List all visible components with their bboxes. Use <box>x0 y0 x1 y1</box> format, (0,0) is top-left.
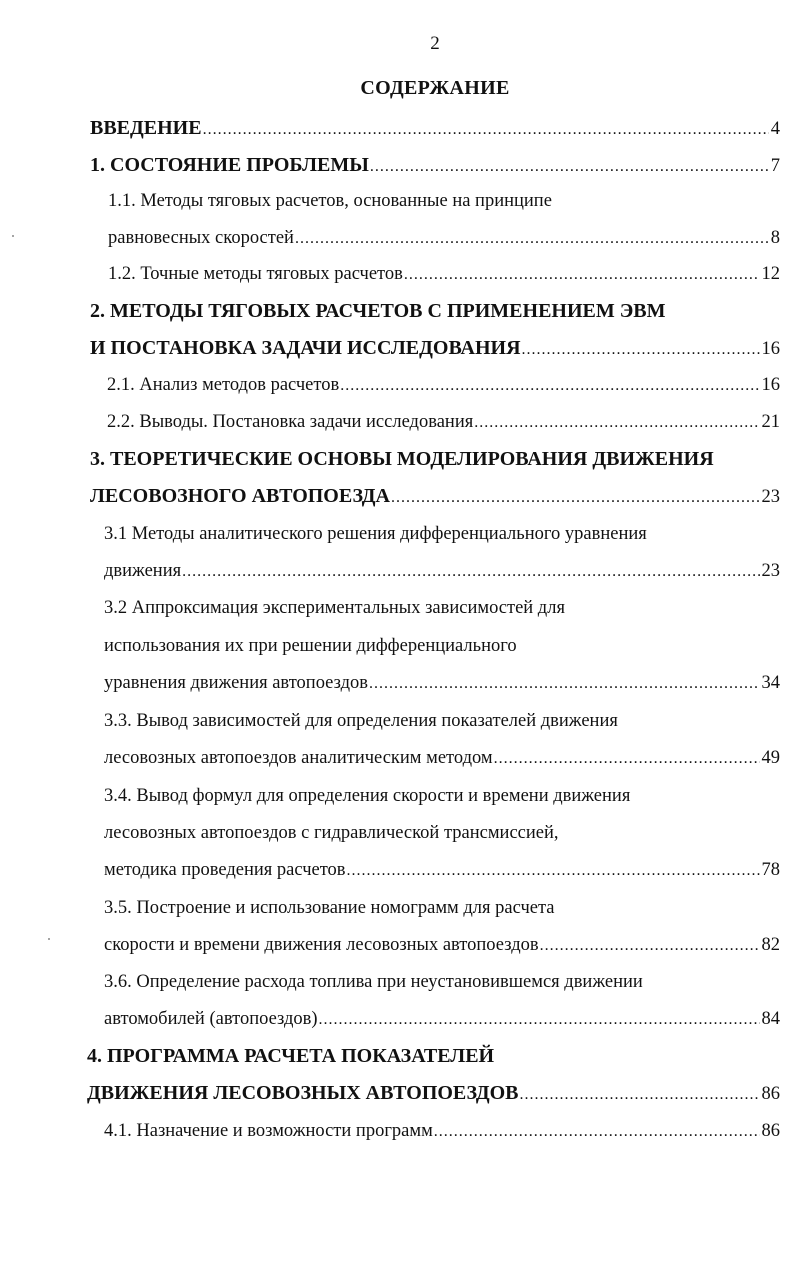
toc-entry-page: 23 <box>761 561 780 581</box>
toc-entry <box>87 1044 780 1068</box>
toc-entry-text: 3.4. Вывод формул для определения скорости и времени движения <box>104 786 631 806</box>
toc-entry <box>90 153 780 177</box>
toc-entry <box>104 596 780 620</box>
toc-entry-page: 49 <box>761 748 780 768</box>
toc-entry-page: 12 <box>761 264 780 284</box>
toc-entry-text: равновесных скоростей <box>108 228 294 248</box>
toc-leader <box>494 747 760 771</box>
toc-entry-text: ЛЕСОВОЗНОГО АВТОПОЕЗДА <box>90 485 390 507</box>
toc-entry <box>90 336 780 360</box>
toc-entry-page: 16 <box>761 375 780 395</box>
toc-entry-text: движения <box>104 561 182 581</box>
toc-entry <box>87 1081 780 1105</box>
toc-entry <box>104 784 780 808</box>
toc-entry <box>104 821 780 845</box>
toc-leader <box>347 859 760 883</box>
toc-entry-text: 4.1. Назначение и возможности программ <box>104 1121 433 1141</box>
toc-entry <box>104 933 780 957</box>
toc-leader <box>522 338 760 362</box>
toc-entry-text: 3.2 Аппроксимация экспериментальных зависимостей для <box>104 598 565 618</box>
toc-entry-page: 82 <box>761 935 780 955</box>
toc-leader <box>434 1120 760 1144</box>
toc-leader <box>474 411 759 435</box>
toc-entry-page: 86 <box>761 1084 780 1104</box>
toc-entry-text: автомобилей (автопоездов) <box>104 1009 318 1029</box>
toc-entry <box>108 262 780 286</box>
toc-entry-text: уравнения движения автопоездов <box>104 673 368 693</box>
toc-entry <box>90 299 780 323</box>
toc-entry <box>104 858 780 882</box>
toc-entry-page: 86 <box>761 1121 780 1141</box>
page-title: СОДЕРЖАНИЕ <box>360 77 510 99</box>
toc-entry <box>104 970 780 994</box>
toc-leader <box>319 1008 760 1032</box>
toc-entry-text: 4. ПРОГРАММА РАСЧЕТА ПОКАЗАТЕЛЕЙ <box>87 1045 495 1067</box>
toc-leader <box>404 263 760 287</box>
toc-entry-text: скорости и времени движения лесовозных автопоездов <box>104 935 539 955</box>
toc-entry-text: лесовозных автопоездов аналитическим методом <box>104 748 493 768</box>
toc-leader <box>391 486 760 510</box>
toc-leader <box>182 560 759 584</box>
toc-entry-page: 8 <box>770 228 780 248</box>
toc-entry-page: 21 <box>761 412 780 432</box>
toc-entry-text: 2.1. Анализ методов расчетов <box>107 375 340 395</box>
toc-entry-text: 2. МЕТОДЫ ТЯГОВЫХ РАСЧЕТОВ С ПРИМЕНЕНИЕМ ЭВМ <box>90 300 666 322</box>
toc-entry-page: 78 <box>761 860 780 880</box>
toc-entry <box>90 484 780 508</box>
toc-entry <box>107 373 780 397</box>
toc-entry <box>104 634 780 658</box>
toc-leader <box>369 672 760 696</box>
toc-entry-text: методика проведения расчетов <box>104 860 346 880</box>
toc-leader <box>203 118 769 142</box>
toc-entry-page: 7 <box>770 156 780 176</box>
toc-entry-text: 1.2. Точные методы тяговых расчетов <box>108 264 403 284</box>
toc-entry-text: 1.1. Методы тяговых расчетов, основанные на принципе <box>108 191 552 211</box>
toc-entry-text: ДВИЖЕНИЯ ЛЕСОВОЗНЫХ АВТОПОЕЗДОВ <box>87 1082 519 1104</box>
toc-entry <box>104 746 780 770</box>
toc-entry-text: 1. СОСТОЯНИЕ ПРОБЛЕМЫ <box>90 154 369 176</box>
toc-entry-text: 3.6. Определение расхода топлива при неустановившемся движении <box>104 972 643 992</box>
toc-entry-text: И ПОСТАНОВКА ЗАДАЧИ ИССЛЕДОВАНИЯ <box>90 337 521 359</box>
toc-leader <box>295 227 769 251</box>
toc-entry-page: 4 <box>770 119 780 139</box>
toc-leader <box>370 155 769 179</box>
toc-entry <box>104 896 780 920</box>
toc-entry <box>104 559 780 583</box>
toc-entry-text: 3.1 Методы аналитического решения дифференциального уравнения <box>104 524 647 544</box>
toc-entry <box>108 189 780 213</box>
toc-entry-page: 16 <box>761 339 780 359</box>
scan-speck <box>12 235 14 237</box>
toc-entry-page: 34 <box>761 673 780 693</box>
toc-entry-text: 3. ТЕОРЕТИЧЕСКИЕ ОСНОВЫ МОДЕЛИРОВАНИЯ ДВИЖЕНИЯ <box>90 448 714 470</box>
toc-entry <box>104 1119 780 1143</box>
toc-entry-text: 3.5. Построение и использование номограмм для расчета <box>104 898 555 918</box>
toc-leader <box>540 934 760 958</box>
toc-entry <box>104 1007 780 1031</box>
toc-entry-text: 3.3. Вывод зависимостей для определения показателей движения <box>104 711 618 731</box>
toc-entry <box>104 709 780 733</box>
scan-speck <box>48 938 50 940</box>
toc-entry <box>104 522 780 546</box>
toc-entry <box>108 226 780 250</box>
toc-entry-page: 23 <box>761 487 780 507</box>
toc-entry <box>90 116 780 140</box>
page-number: 2 <box>430 33 440 54</box>
toc-entry-text: 2.2. Выводы. Постановка задачи исследования <box>107 412 474 432</box>
toc-leader <box>340 374 759 398</box>
toc-entry-page: 84 <box>761 1009 780 1029</box>
toc-entry-text: использования их при решении дифференциального <box>104 636 517 656</box>
toc-entry <box>107 410 780 434</box>
toc-entry <box>90 447 780 471</box>
toc-leader <box>520 1083 760 1107</box>
toc-entry-text: ВВЕДЕНИЕ <box>90 117 202 139</box>
toc-entry <box>104 671 780 695</box>
toc-entry-text: лесовозных автопоездов с гидравлической трансмиссией, <box>104 823 559 843</box>
